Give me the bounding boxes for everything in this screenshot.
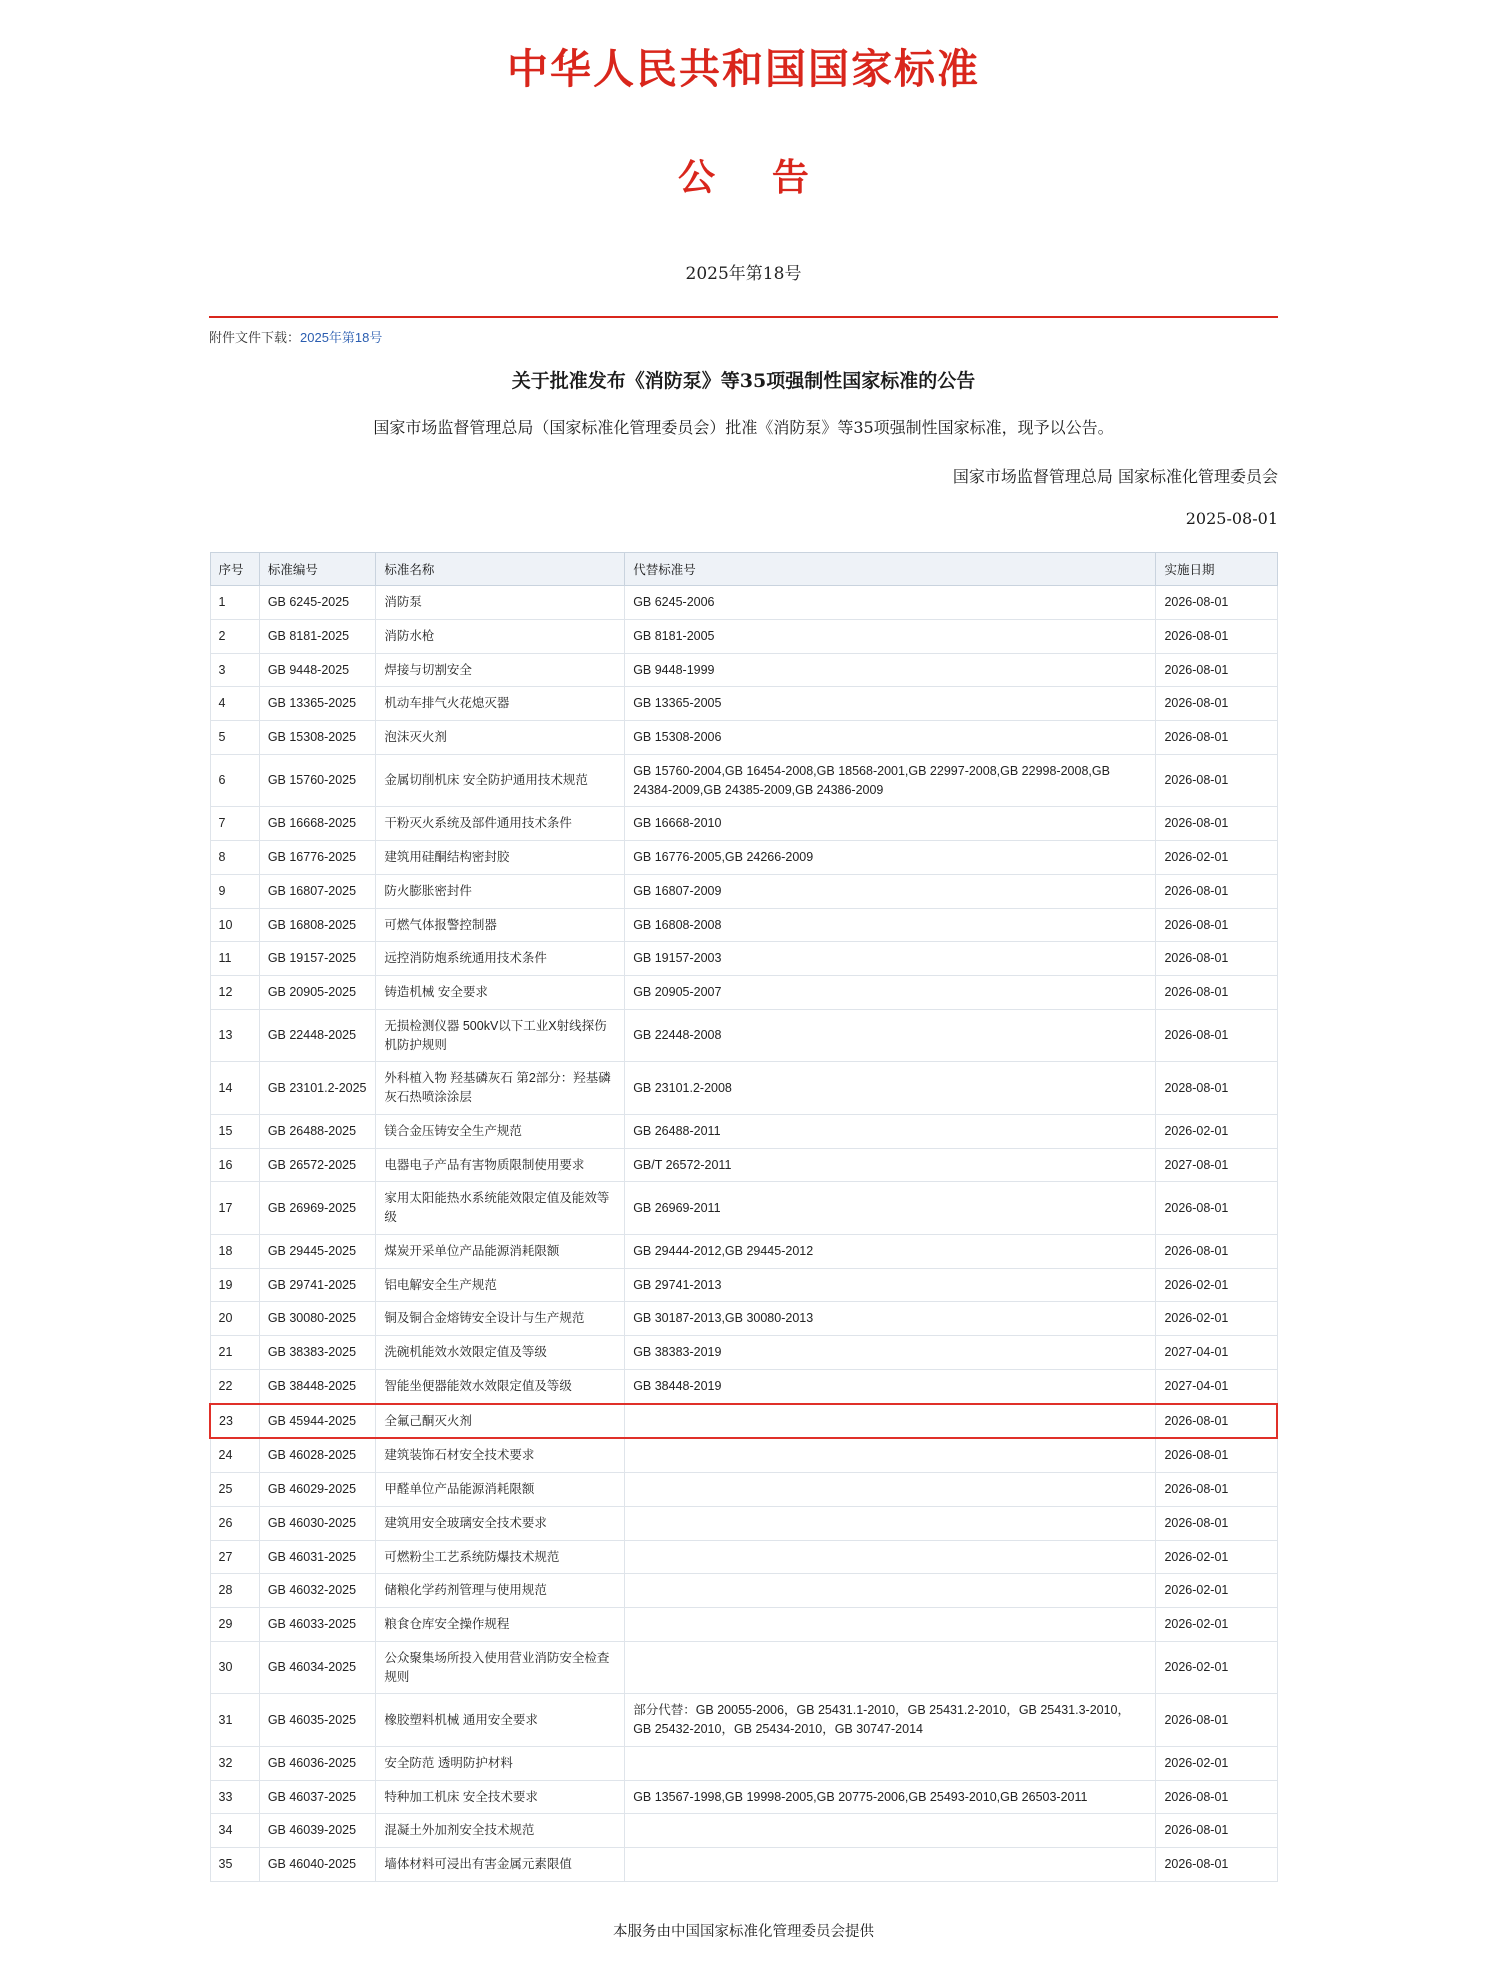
cell-standard-name[interactable]: 防火膨胀密封件 [376, 874, 625, 908]
cell-replaced-code: GB 8181-2005 [625, 619, 1156, 653]
cell-replaced-code: GB 15308-2006 [625, 721, 1156, 755]
notice-date: 2025-08-01 [1185, 509, 1278, 528]
cell-standard-name[interactable]: 无损检测仪器 500kV以下工业X射线探伤机防护规则 [376, 1009, 625, 1062]
cell-standard-name[interactable]: 建筑用安全玻璃安全技术要求 [376, 1506, 625, 1540]
cell-standard-code: GB 46028-2025 [259, 1438, 376, 1472]
cell-standard-code: GB 29741-2025 [259, 1268, 376, 1302]
table-row [210, 754, 1277, 807]
cell-standard-code: GB 26572-2025 [259, 1148, 376, 1182]
cell-index: 4 [210, 687, 259, 721]
cell-effective-date: 2026-02-01 [1156, 1746, 1277, 1780]
footer-text: 本服务由中国国家标准化管理委员会提供 [613, 1923, 874, 1940]
cell-standard-name[interactable]: 全氟己酮灭火剂 [376, 1404, 625, 1439]
cell-standard-name[interactable]: 外科植入物 羟基磷灰石 第2部分：羟基磷灰石热喷涂涂层 [376, 1062, 625, 1115]
cell-standard-name[interactable]: 电器电子产品有害物质限制使用要求 [376, 1148, 625, 1182]
table-row [210, 908, 1277, 942]
table-row [210, 1780, 1277, 1814]
cell-effective-date: 2026-02-01 [1156, 1114, 1277, 1148]
cell-index: 18 [210, 1234, 259, 1268]
cell-standard-code: GB 26488-2025 [259, 1114, 376, 1148]
cell-standard-code: GB 23101.2-2025 [259, 1062, 376, 1115]
cell-standard-name[interactable]: 建筑装饰石材安全技术要求 [376, 1438, 625, 1472]
cell-standard-code: GB 15308-2025 [259, 721, 376, 755]
cell-replaced-code: GB 16668-2010 [625, 807, 1156, 841]
cell-replaced-code [625, 1404, 1156, 1439]
cell-standard-code: GB 19157-2025 [259, 942, 376, 976]
cell-standard-code: GB 22448-2025 [259, 1009, 376, 1062]
cell-replaced-code: GB 26969-2011 [625, 1182, 1156, 1235]
notice-title: 关于批准发布《消防泵》等35项强制性国家标准的公告 [511, 370, 976, 392]
cell-replaced-code: GB 13365-2005 [625, 687, 1156, 721]
table-row [210, 1438, 1277, 1472]
cell-effective-date: 2026-08-01 [1156, 1438, 1277, 1472]
column-header-name: 标准名称 [376, 553, 625, 586]
cell-effective-date: 2027-04-01 [1156, 1336, 1277, 1370]
page-title: 中华人民共和国国家标准 [507, 45, 980, 93]
cell-standard-name[interactable]: 消防泵 [376, 586, 625, 620]
cell-standard-name[interactable]: 安全防范 透明防护材料 [376, 1746, 625, 1780]
cell-index: 27 [210, 1540, 259, 1574]
table-row [210, 1302, 1277, 1336]
table-row [210, 1506, 1277, 1540]
cell-standard-code: GB 46030-2025 [259, 1506, 376, 1540]
standards-table-body [210, 586, 1277, 1882]
cell-replaced-code: GB 22448-2008 [625, 1009, 1156, 1062]
table-row [210, 1540, 1277, 1574]
cell-effective-date: 2026-02-01 [1156, 1641, 1277, 1694]
cell-index: 7 [210, 807, 259, 841]
cell-index: 5 [210, 721, 259, 755]
cell-effective-date: 2026-08-01 [1156, 687, 1277, 721]
table-row [210, 653, 1277, 687]
cell-index: 32 [210, 1746, 259, 1780]
column-header-index: 序号 [210, 553, 259, 586]
cell-standard-code: GB 16807-2025 [259, 874, 376, 908]
cell-standard-code: GB 38448-2025 [259, 1369, 376, 1403]
cell-standard-code: GB 6245-2025 [259, 586, 376, 620]
cell-index: 31 [210, 1694, 259, 1747]
cell-index: 30 [210, 1641, 259, 1694]
cell-index: 21 [210, 1336, 259, 1370]
table-row [210, 1234, 1277, 1268]
cell-index: 24 [210, 1438, 259, 1472]
cell-standard-code: GB 46029-2025 [259, 1473, 376, 1507]
table-row [210, 1574, 1277, 1608]
table-row [210, 841, 1277, 875]
table-row [210, 619, 1277, 653]
cell-standard-name[interactable]: 铸造机械 安全要求 [376, 976, 625, 1010]
cell-standard-code: GB 16668-2025 [259, 807, 376, 841]
cell-standard-code: GB 46035-2025 [259, 1694, 376, 1747]
attachment-download-link[interactable]: 2025年第18号 [300, 330, 383, 345]
cell-standard-name[interactable]: 泡沫灭火剂 [376, 721, 625, 755]
cell-standard-code: GB 16808-2025 [259, 908, 376, 942]
cell-replaced-code: GB 16807-2009 [625, 874, 1156, 908]
table-row [210, 687, 1277, 721]
cell-effective-date: 2028-08-01 [1156, 1062, 1277, 1115]
cell-replaced-code: GB/T 26572-2011 [625, 1148, 1156, 1182]
cell-standard-name[interactable]: 储粮化学药剂管理与使用规范 [376, 1574, 625, 1608]
cell-index: 33 [210, 1780, 259, 1814]
cell-effective-date: 2026-08-01 [1156, 976, 1277, 1010]
cell-standard-name[interactable]: 粮食仓库安全操作规程 [376, 1608, 625, 1642]
table-row [210, 1182, 1277, 1235]
cell-index: 10 [210, 908, 259, 942]
cell-replaced-code: GB 20905-2007 [625, 976, 1156, 1010]
cell-replaced-code: GB 38383-2019 [625, 1336, 1156, 1370]
cell-replaced-code: GB 30187-2013,GB 30080-2013 [625, 1302, 1156, 1336]
cell-replaced-code [625, 1814, 1156, 1848]
cell-replaced-code [625, 1473, 1156, 1507]
cell-effective-date: 2026-08-01 [1156, 754, 1277, 807]
cell-replaced-code: GB 26488-2011 [625, 1114, 1156, 1148]
table-row [210, 1404, 1277, 1439]
cell-standard-code: GB 46040-2025 [259, 1848, 376, 1882]
cell-standard-name[interactable]: 特种加工机床 安全技术要求 [376, 1780, 625, 1814]
column-header-code: 标准编号 [259, 553, 376, 586]
cell-effective-date: 2026-02-01 [1156, 841, 1277, 875]
cell-standard-name[interactable]: 家用太阳能热水系统能效限定值及能效等级 [376, 1182, 625, 1235]
cell-replaced-code [625, 1608, 1156, 1642]
table-row [210, 874, 1277, 908]
table-header-row [210, 553, 1277, 586]
cell-index: 20 [210, 1302, 259, 1336]
cell-effective-date: 2026-08-01 [1156, 1848, 1277, 1882]
cell-standard-name[interactable]: 铜及铜合金熔铸安全设计与生产规范 [376, 1302, 625, 1336]
cell-standard-name[interactable]: 焊接与切割安全 [376, 653, 625, 687]
cell-effective-date: 2026-02-01 [1156, 1268, 1277, 1302]
page-subtitle: 公 告 [678, 155, 831, 199]
table-row [210, 1694, 1277, 1747]
cell-index: 1 [210, 586, 259, 620]
cell-standard-name[interactable]: 铝电解安全生产规范 [376, 1268, 625, 1302]
cell-index: 25 [210, 1473, 259, 1507]
announcement-number: 2025年第18号 [685, 264, 802, 284]
cell-index: 28 [210, 1574, 259, 1608]
cell-effective-date: 2026-08-01 [1156, 1506, 1277, 1540]
table-row [210, 721, 1277, 755]
cell-index: 26 [210, 1506, 259, 1540]
cell-effective-date: 2026-02-01 [1156, 1608, 1277, 1642]
cell-standard-code: GB 26969-2025 [259, 1182, 376, 1235]
cell-standard-name[interactable]: 金属切削机床 安全防护通用技术规范 [376, 754, 625, 807]
cell-index: 19 [210, 1268, 259, 1302]
cell-effective-date: 2026-08-01 [1156, 653, 1277, 687]
cell-standard-name[interactable]: 远控消防炮系统通用技术条件 [376, 942, 625, 976]
cell-standard-code: GB 46036-2025 [259, 1746, 376, 1780]
cell-effective-date: 2026-08-01 [1156, 908, 1277, 942]
cell-index: 35 [210, 1848, 259, 1882]
cell-standard-code: GB 20905-2025 [259, 976, 376, 1010]
cell-standard-code: GB 29445-2025 [259, 1234, 376, 1268]
cell-index: 9 [210, 874, 259, 908]
table-row [210, 1336, 1277, 1370]
cell-index: 22 [210, 1369, 259, 1403]
cell-standard-code: GB 46033-2025 [259, 1608, 376, 1642]
cell-standard-code: GB 46032-2025 [259, 1574, 376, 1608]
table-row [210, 976, 1277, 1010]
cell-replaced-code: GB 29741-2013 [625, 1268, 1156, 1302]
cell-effective-date: 2026-08-01 [1156, 1009, 1277, 1062]
table-row [210, 1814, 1277, 1848]
cell-standard-code: GB 46037-2025 [259, 1780, 376, 1814]
cell-effective-date: 2026-08-01 [1156, 1814, 1277, 1848]
cell-index: 29 [210, 1608, 259, 1642]
cell-standard-name[interactable]: 智能坐便器能效水效限定值及等级 [376, 1369, 625, 1403]
cell-standard-name[interactable]: 消防水枪 [376, 619, 625, 653]
cell-effective-date: 2026-08-01 [1156, 721, 1277, 755]
cell-replaced-code: GB 19157-2003 [625, 942, 1156, 976]
cell-replaced-code [625, 1848, 1156, 1882]
table-row [210, 586, 1277, 620]
cell-standard-name[interactable]: 建筑用硅酮结构密封胶 [376, 841, 625, 875]
table-row [210, 1062, 1277, 1115]
cell-index: 13 [210, 1009, 259, 1062]
table-row [210, 1268, 1277, 1302]
cell-index: 2 [210, 619, 259, 653]
cell-index: 23 [210, 1404, 259, 1439]
cell-standard-code: GB 9448-2025 [259, 653, 376, 687]
column-header-replaced: 代替标准号 [625, 553, 1156, 586]
table-row [210, 1369, 1277, 1403]
cell-index: 11 [210, 942, 259, 976]
table-row [210, 1148, 1277, 1182]
cell-index: 6 [210, 754, 259, 807]
cell-effective-date: 2026-08-01 [1156, 1694, 1277, 1747]
cell-replaced-code: GB 16808-2008 [625, 908, 1156, 942]
table-row [210, 807, 1277, 841]
cell-standard-code: GB 46031-2025 [259, 1540, 376, 1574]
cell-effective-date: 2026-08-01 [1156, 1234, 1277, 1268]
cell-replaced-code [625, 1540, 1156, 1574]
cell-index: 12 [210, 976, 259, 1010]
notice-signature: 国家市场监督管理总局 国家标准化管理委员会 [952, 467, 1278, 486]
column-header-date: 实施日期 [1156, 553, 1277, 586]
table-row [210, 1114, 1277, 1148]
cell-standard-name[interactable]: 可燃粉尘工艺系统防爆技术规范 [376, 1540, 625, 1574]
table-row [210, 1608, 1277, 1642]
cell-standard-name[interactable]: 可燃气体报警控制器 [376, 908, 625, 942]
cell-effective-date: 2026-08-01 [1156, 1473, 1277, 1507]
table-row [210, 1746, 1277, 1780]
cell-effective-date: 2027-08-01 [1156, 1148, 1277, 1182]
cell-replaced-code [625, 1438, 1156, 1472]
cell-standard-code: GB 45944-2025 [259, 1404, 376, 1439]
divider [209, 316, 1278, 318]
cell-effective-date: 2026-08-01 [1156, 1404, 1277, 1439]
cell-standard-code: GB 13365-2025 [259, 687, 376, 721]
cell-replaced-code [625, 1574, 1156, 1608]
cell-index: 17 [210, 1182, 259, 1235]
standards-table [209, 552, 1278, 1882]
cell-effective-date: 2026-02-01 [1156, 1540, 1277, 1574]
cell-standard-code: GB 30080-2025 [259, 1302, 376, 1336]
cell-standard-code: GB 46034-2025 [259, 1641, 376, 1694]
cell-effective-date: 2027-04-01 [1156, 1369, 1277, 1403]
cell-effective-date: 2026-08-01 [1156, 807, 1277, 841]
attachment-line [209, 327, 1278, 346]
cell-standard-name[interactable]: 公众聚集场所投入使用营业消防安全检查规则 [376, 1641, 625, 1694]
cell-replaced-code [625, 1641, 1156, 1694]
cell-standard-code: GB 46039-2025 [259, 1814, 376, 1848]
cell-effective-date: 2026-08-01 [1156, 1780, 1277, 1814]
table-row [210, 1009, 1277, 1062]
cell-standard-code: GB 8181-2025 [259, 619, 376, 653]
cell-effective-date: 2026-08-01 [1156, 942, 1277, 976]
cell-standard-name[interactable]: 干粉灭火系统及部件通用技术条件 [376, 807, 625, 841]
cell-replaced-code [625, 1746, 1156, 1780]
table-row [210, 1473, 1277, 1507]
table-row [210, 1641, 1277, 1694]
cell-index: 34 [210, 1814, 259, 1848]
notice-body: 国家市场监督管理总局（国家标准化管理委员会）批准《消防泵》等35项强制性国家标准，现予以公告。 [373, 418, 1114, 437]
cell-replaced-code: GB 16776-2005,GB 24266-2009 [625, 841, 1156, 875]
attachment-label: 附件文件下载： [209, 330, 301, 345]
cell-standard-name[interactable]: 混凝土外加剂安全技术规范 [376, 1814, 625, 1848]
cell-effective-date: 2026-08-01 [1156, 874, 1277, 908]
cell-standard-name[interactable]: 橡胶塑料机械 通用安全要求 [376, 1694, 625, 1747]
table-row [210, 942, 1277, 976]
cell-effective-date: 2026-08-01 [1156, 619, 1277, 653]
cell-standard-name[interactable]: 机动车排气火花熄灭器 [376, 687, 625, 721]
cell-replaced-code [625, 1506, 1156, 1540]
cell-standard-name[interactable]: 墙体材料可浸出有害金属元素限值 [376, 1848, 625, 1882]
cell-replaced-code: GB 9448-1999 [625, 653, 1156, 687]
cell-replaced-code: GB 13567-1998,GB 19998-2005,GB 20775-2006,GB 25493-2010,GB 26503-2011 [625, 1780, 1156, 1814]
cell-effective-date: 2026-08-01 [1156, 586, 1277, 620]
cell-standard-name[interactable]: 镁合金压铸安全生产规范 [376, 1114, 625, 1148]
cell-index: 14 [210, 1062, 259, 1115]
cell-index: 15 [210, 1114, 259, 1148]
cell-replaced-code: GB 29444-2012,GB 29445-2012 [625, 1234, 1156, 1268]
cell-standard-name[interactable]: 煤炭开采单位产品能源消耗限额 [376, 1234, 625, 1268]
cell-replaced-code: GB 15760-2004,GB 16454-2008,GB 18568-2001,GB 22997-2008,GB 22998-2008,GB 24384-2009,GB 24385-2009,GB 24386-2009 [625, 754, 1156, 807]
cell-standard-code: GB 15760-2025 [259, 754, 376, 807]
cell-effective-date: 2026-08-01 [1156, 1182, 1277, 1235]
cell-standard-code: GB 16776-2025 [259, 841, 376, 875]
cell-replaced-code: 部分代替：GB 20055-2006，GB 25431.1-2010，GB 25431.2-2010，GB 25431.3-2010，GB 25432-2010，GB 25434-2010，GB 30747-2014 [625, 1694, 1156, 1747]
cell-standard-code: GB 38383-2025 [259, 1336, 376, 1370]
cell-replaced-code: GB 23101.2-2008 [625, 1062, 1156, 1115]
cell-index: 3 [210, 653, 259, 687]
cell-standard-name[interactable]: 甲醛单位产品能源消耗限额 [376, 1473, 625, 1507]
cell-effective-date: 2026-02-01 [1156, 1302, 1277, 1336]
cell-index: 8 [210, 841, 259, 875]
cell-replaced-code: GB 38448-2019 [625, 1369, 1156, 1403]
cell-replaced-code: GB 6245-2006 [625, 586, 1156, 620]
cell-index: 16 [210, 1148, 259, 1182]
table-row [210, 1848, 1277, 1882]
cell-standard-name[interactable]: 洗碗机能效水效限定值及等级 [376, 1336, 625, 1370]
cell-effective-date: 2026-02-01 [1156, 1574, 1277, 1608]
